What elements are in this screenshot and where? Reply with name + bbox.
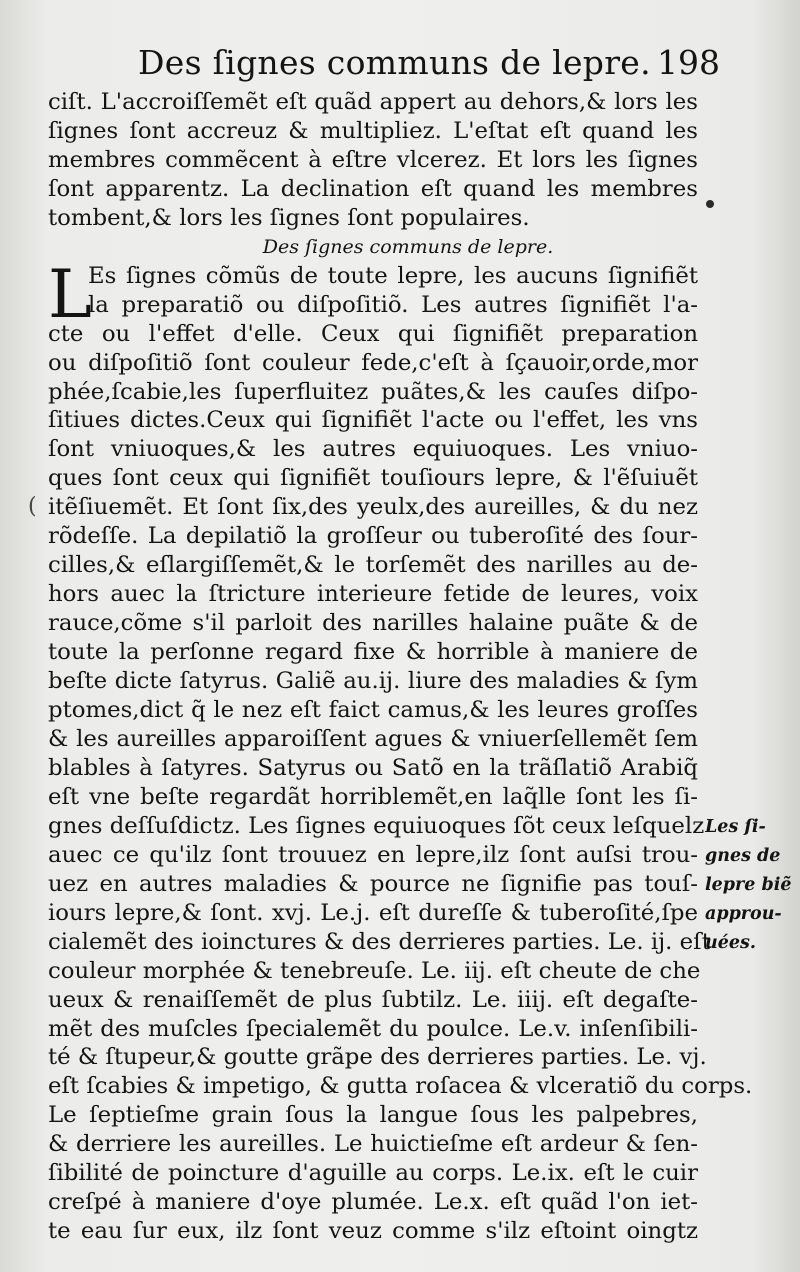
text-line: itẽſiuemẽt. Et ſont ſix,des yeulx,des aureilles, & du nez (48, 494, 698, 521)
drop-capital: L (48, 255, 92, 333)
text-line: ſont vniuoques,& les autres equiuoques. Les vniuo- (48, 436, 698, 463)
text-line: Le ſeptieſme grain ſous la langue ſous les palpebres, (48, 1102, 698, 1129)
text-line: iours lepre,& ſont. xvj. Le.j. eſt dureſſe & tuberoſité,ſpe (48, 899, 698, 926)
text-line: gnes deſſuſdictz. Les ſignes equiuoques ſõt ceux leſquelz (48, 812, 705, 839)
running-header (90, 40, 720, 90)
text-line: te eau ſur eux, ilz ſont veuz comme s'ilz eſtoint oingtz (48, 1218, 698, 1245)
text-line: ſitiues dictes.Ceux qui ſignifiẽt l'acte ou l'effet, les vns (48, 407, 698, 434)
text-line: blables à ſatyres. Satyrus ou Satõ en la trãſlatiõ Arabiq̃ (48, 754, 698, 781)
text-line: tombent,& lors les ſignes ſont populaires. (48, 204, 530, 231)
text-line: & les aureilles apparoiſſent agues & vniuerſellemẽt ſem (48, 725, 698, 752)
text-line: ptomes,dict q̃ le nez eſt faict camus,& les leures groſſes (48, 697, 698, 724)
text-line: Es ſignes cõmũs de toute lepre, les aucuns ſignifiẽt (88, 262, 698, 289)
text-line: ſignes ſont accreuz & multipliez. L'eſtat eſt quand les (48, 117, 698, 144)
ink-spot (706, 200, 714, 208)
text-line: rauce,cõme s'il parloit des narilles halaine puãte & de (48, 610, 698, 637)
chapter-opening (48, 255, 698, 333)
text-line: beſte dicte ſatyrus. Galiẽ au.ij. liure des maladies & ſym (48, 668, 698, 695)
text-line: auec ce qu'ilz ſont trouuez en lepre,ilz ſont auſsi trou- (48, 841, 698, 868)
marginal-line: gnes de (705, 845, 781, 866)
text-line: phée,ſcabie,les ſuperfluitez puãtes,& les cauſes diſpo- (48, 378, 698, 405)
marginal-note (705, 813, 800, 958)
text-line: creſpé à maniere d'oye plumée. Le.x. eſt quãd l'on iet- (48, 1189, 698, 1216)
text-line: eſt vne beſte regardãt horriblemẽt,en laq̃lle ſont les ſi- (48, 783, 698, 810)
running-title: Des ſignes communs de lepre. (138, 43, 651, 82)
text-line: & derriere les aureilles. Le huictieſme eſt ardeur & ſen- (48, 1131, 698, 1158)
text-line: hors auec la ſtricture interieure fetide de leures, voix (48, 581, 698, 608)
text-line: membres commẽcent à eſtre vlcerez. Et lors les ſignes (48, 146, 698, 173)
text-line: ques ſont ceux qui ſignifiẽt touſiours lepre, & l'ẽſuiuẽt (48, 465, 698, 492)
section-heading: Des ſignes communs de lepre. (262, 235, 554, 258)
text-line: ciſt. L'accroiſſemẽt eſt quãd appert au dehors,& lors les (48, 89, 698, 115)
margin-mark: ( (28, 494, 37, 519)
text-line: ſont apparentz. La declination eſt quand les membres (48, 175, 698, 202)
marginal-line: uées. (705, 932, 756, 953)
text-line: cialemẽt des ioinctures & des derrieres parties. Le. ij. eſt (48, 928, 711, 955)
marginal-line: lepre biẽ (705, 874, 792, 895)
marginal-line: Les ſi- (705, 817, 766, 837)
text-line: cilles,& eſlargiſſemẽt,& le torſemẽt des narilles au de- (48, 552, 698, 579)
text-line: toute la perſonne regard fixe & horrible à maniere de (48, 639, 698, 666)
text-line: ueux & renaiſſemẽt de plus ſubtilz. Le. iiij. eſt degaſte- (48, 986, 698, 1013)
text-line: ſibilité de poincture d'aguille au corps. Le.ix. eſt le cuir (48, 1160, 698, 1187)
page-number: 198 (657, 43, 720, 82)
text-line: la preparatiõ ou diſpoſitiõ. Les autres ſignifiẽt l'a- (88, 291, 698, 318)
text-line: couleur morphée & tenebreuſe. Le. iij. eſt cheute de che (48, 957, 701, 984)
text-line: uez en autres maladies & pource ne ſignifie pas touſ- (48, 870, 698, 897)
text-line: té & ſtupeur,& goutte grãpe des derrieres parties. Le. vj. (48, 1044, 707, 1071)
text-line: cte ou l'effet d'elle. Ceux qui ſignifiẽt preparation (48, 320, 698, 347)
text-line: eſt ſcabies & impetigo, & gutta roſacea & vlceratiõ du corps. (48, 1073, 753, 1100)
text-line: rõdeſſe. La depilatiõ la groſſeur ou tuberoſité des ſour- (48, 523, 698, 550)
text-line: ou diſpoſitiõ ſont couleur fede,c'eſt à ſçauoir,orde,mor (48, 349, 698, 376)
marginal-line: approu- (705, 903, 782, 924)
text-line: mẽt des muſcles ſpecialemẽt du poulce. Le.v. inſenſibili- (48, 1015, 698, 1042)
